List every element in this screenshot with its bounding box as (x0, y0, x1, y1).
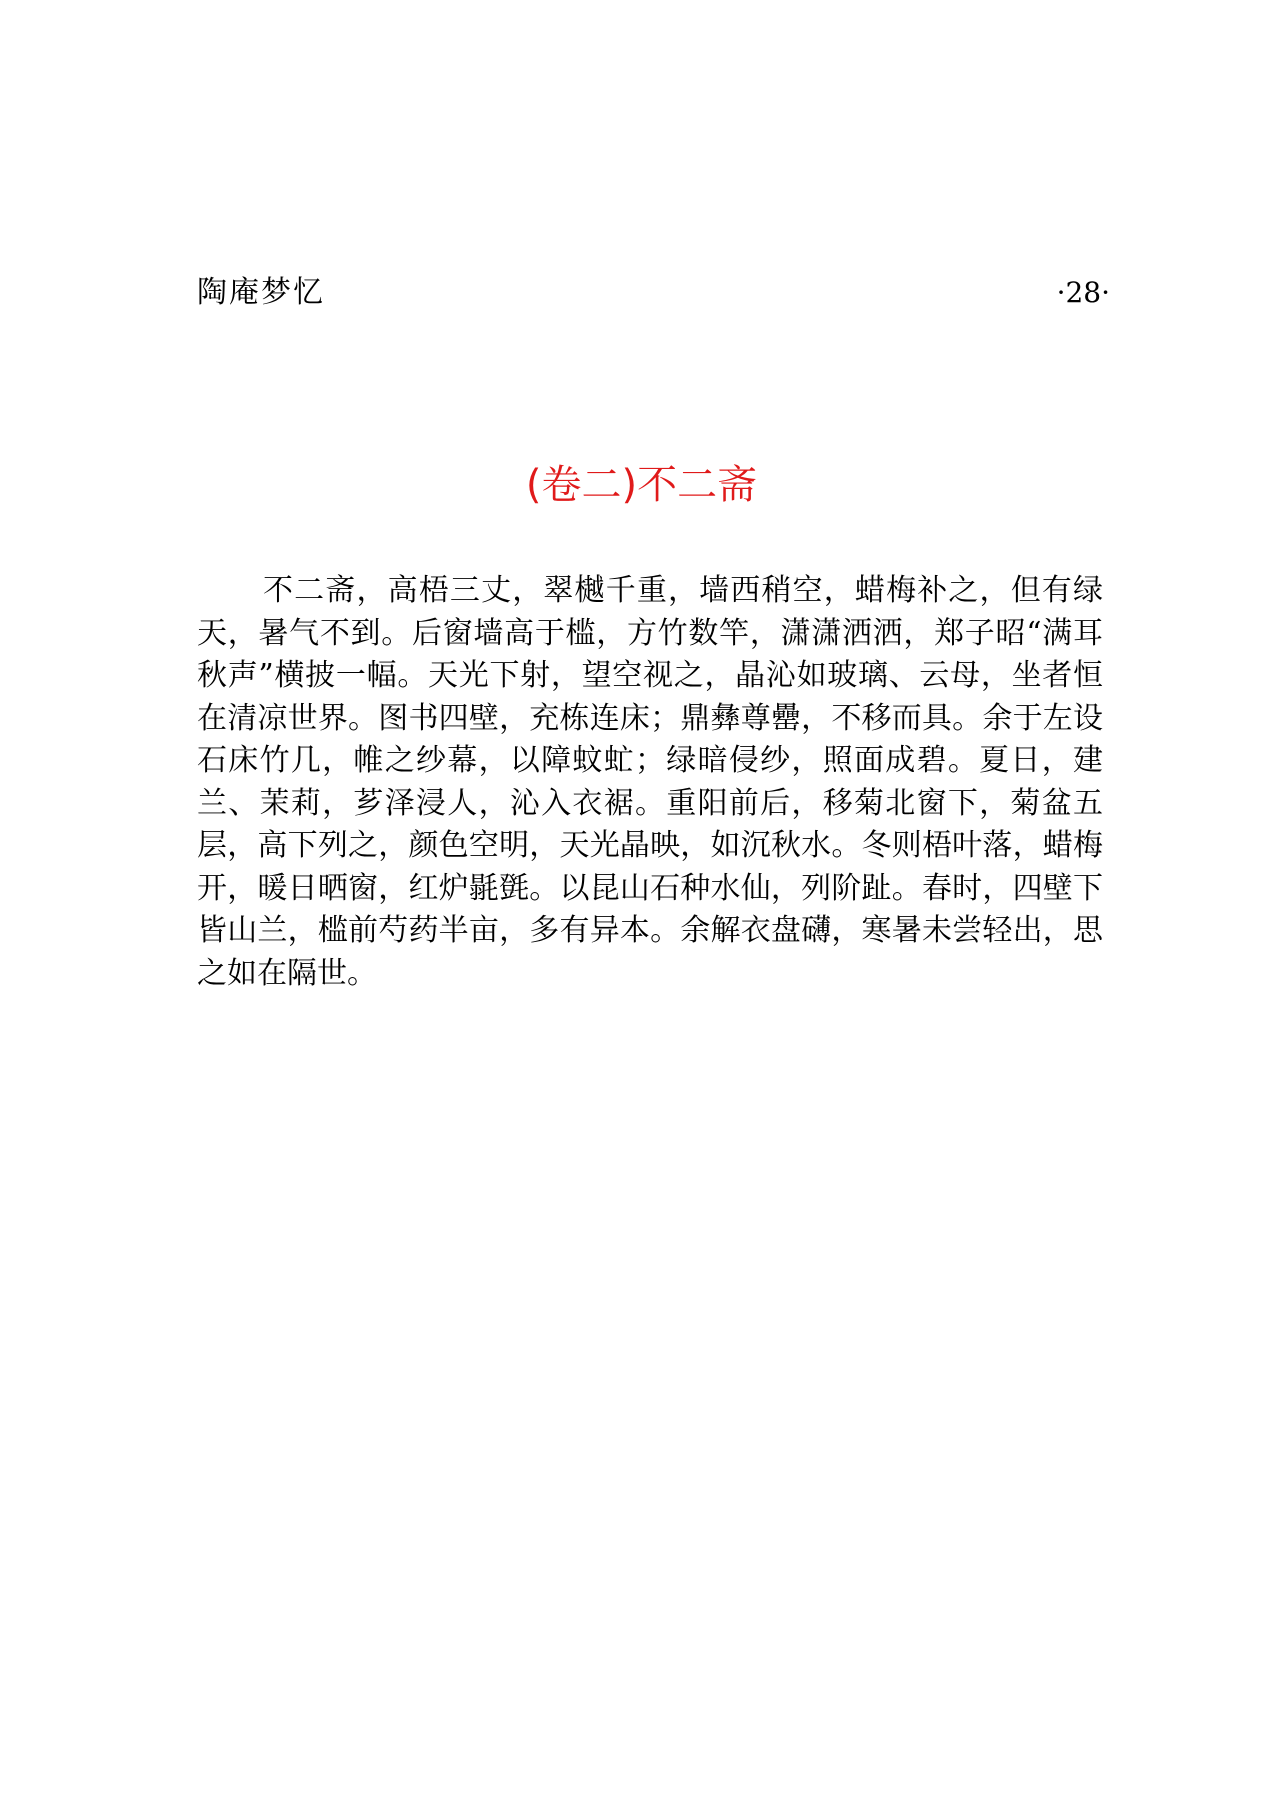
chapter-title: (卷二)不二斋 (525, 462, 758, 508)
body-paragraph: 不二斋，高梧三丈，翠樾千重，墙西稍空，蜡梅补之，但有绿天，暑气不到。后窗墙高于槛，方竹数竿，潇潇洒洒，郑子昭“满耳秋声”横披一幅。天光下射，望空视之，晶沁如玻璃、云母，坐者恒在清凉世界。图书四壁，充栋连床；鼎彝尊罍，不移而具。余于左设石床竹几，帷之纱幕，以障蚊虻；绿暗侵纱，照面成碧。夏日，建兰、茉莉，芗泽浸人，沁入衣裾。重阳前后，移菊北窗下，菊盆五层，高下列之，颜色空明，天光晶映，如沉秋水。冬则梧叶落，蜡梅开，暖日晒窗，红炉毾㲪。以昆山石种水仙，列阶趾。春时，四壁下皆山兰，槛前芍药半亩，多有异本。余解衣盘礴，寒暑未尝轻出，思之如在隔世。 (197, 573, 1103, 991)
running-header (197, 268, 1110, 318)
page-number: ·28· (1056, 276, 1110, 309)
book-title: 陶庵梦忆 (197, 275, 325, 310)
